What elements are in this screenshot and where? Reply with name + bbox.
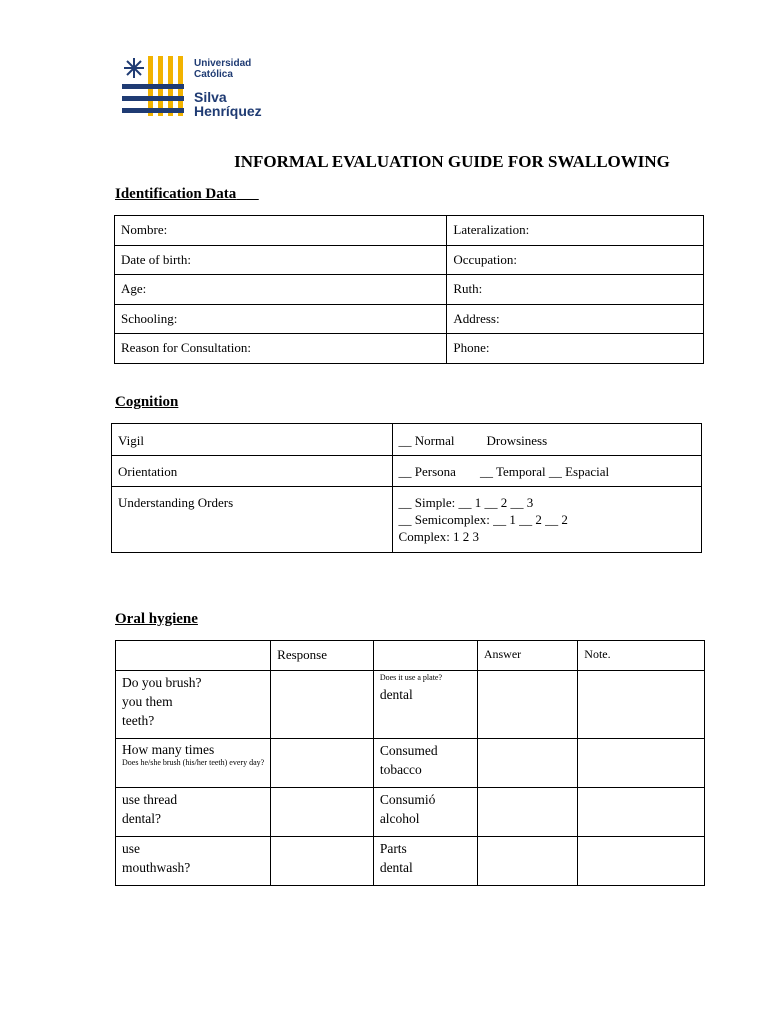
question-cell — [373, 837, 477, 886]
question-mouthwash: use mouthwash? — [122, 841, 191, 875]
id-cell — [447, 275, 704, 305]
star-icon — [124, 58, 144, 78]
logo-line-4: Henríquez — [194, 103, 262, 119]
vigil-drowsiness-option: Drowsiness — [486, 433, 548, 448]
cognition-cell — [392, 424, 701, 456]
question-plate: dental — [379, 687, 413, 702]
orientation-persona-option: __ Persona — [398, 464, 456, 479]
logo-mark-icon — [122, 56, 184, 120]
note-cell — [578, 739, 705, 788]
id-cell — [115, 216, 447, 246]
cognition-table — [111, 423, 702, 553]
question-cell — [116, 788, 271, 837]
id-cell — [447, 334, 704, 364]
answer-cell — [477, 739, 577, 788]
id-cell — [447, 216, 704, 246]
question-alcohol: Consumió alcohol — [379, 792, 436, 826]
orders-simple: __ Simple: __ 1 __ 2 __ 3 — [398, 495, 534, 510]
cognition-cell — [112, 487, 393, 553]
cognition-cell — [392, 487, 701, 553]
cognition-cell — [112, 456, 393, 487]
field-label: Nombre: — [121, 222, 168, 237]
question-cell — [116, 671, 271, 739]
header-cell — [116, 641, 271, 671]
question-cell — [373, 788, 477, 837]
orders-label: Understanding Orders — [118, 495, 234, 510]
response-cell — [271, 788, 374, 837]
orders-complex: Complex: 1 2 3 — [398, 529, 480, 544]
document-title: INFORMAL EVALUATION GUIDE FOR SWALLOWING — [234, 152, 670, 171]
cognition-cell — [392, 456, 701, 487]
logo-line-1: Universidad — [194, 58, 252, 69]
id-cell — [447, 305, 704, 334]
header-cell — [578, 641, 705, 671]
vigil-label: Vigil — [118, 433, 144, 448]
orders-semicomplex: __ Semicomplex: __ 1 __ 2 __ 2 — [398, 512, 568, 527]
field-label: Age: — [121, 281, 147, 296]
question-cell — [373, 739, 477, 788]
note-cell — [578, 671, 705, 739]
field-label: Address: — [453, 311, 500, 326]
field-label: Schooling: — [121, 311, 178, 326]
question-how-many: How many times — [122, 742, 215, 757]
header-cell — [271, 641, 374, 671]
id-cell — [447, 246, 704, 275]
answer-header: Answer — [483, 647, 522, 661]
question-tobacco: Consumed tobacco — [379, 743, 438, 777]
note-cell — [578, 788, 705, 837]
note-cell — [578, 837, 705, 886]
answer-cell — [477, 837, 577, 886]
logo-line-2: Católica — [194, 69, 233, 80]
id-cell — [115, 275, 447, 305]
question-brush: Do you brush? you them teeth? — [122, 675, 202, 728]
question-plate-small: Does it use a plate? — [379, 673, 443, 682]
note-header: Note. — [584, 647, 611, 661]
header-cell — [373, 641, 477, 671]
identification-table — [114, 215, 704, 364]
cognition-cell — [112, 424, 393, 456]
vigil-normal-option: __ Normal — [398, 433, 455, 448]
orientation-label: Orientation — [118, 464, 178, 479]
orientation-other-options: __ Temporal __ Espacial — [479, 464, 610, 479]
question-cell — [116, 739, 271, 788]
answer-cell — [477, 788, 577, 837]
field-label: Lateralization: — [453, 222, 530, 237]
question-cell — [116, 837, 271, 886]
answer-cell — [477, 671, 577, 739]
oral-hygiene-heading: Oral hygiene — [115, 611, 198, 627]
question-cell — [373, 671, 477, 739]
oral-hygiene-table — [115, 640, 705, 886]
university-logo — [122, 56, 282, 120]
field-label: Date of birth: — [121, 252, 192, 267]
id-cell — [115, 246, 447, 275]
field-label: Ruth: — [453, 281, 483, 296]
header-cell — [477, 641, 577, 671]
question-how-many-small: Does he/she brush (his/her teeth) every day? — [122, 758, 265, 767]
cognition-heading: Cognition — [115, 394, 179, 410]
question-thread: use thread dental? — [122, 792, 178, 826]
field-label: Reason for Consultation: — [121, 340, 251, 355]
response-header: Response — [277, 647, 328, 662]
id-cell — [115, 334, 447, 364]
id-cell — [115, 305, 447, 334]
logo-line-3: Silva — [194, 89, 227, 105]
field-label: Occupation: — [453, 252, 517, 267]
response-cell — [271, 739, 374, 788]
response-cell — [271, 837, 374, 886]
response-cell — [271, 671, 374, 739]
question-parts: Parts dental — [379, 841, 413, 875]
field-label: Phone: — [453, 340, 490, 355]
identification-heading: Identification Data — [115, 186, 237, 202]
